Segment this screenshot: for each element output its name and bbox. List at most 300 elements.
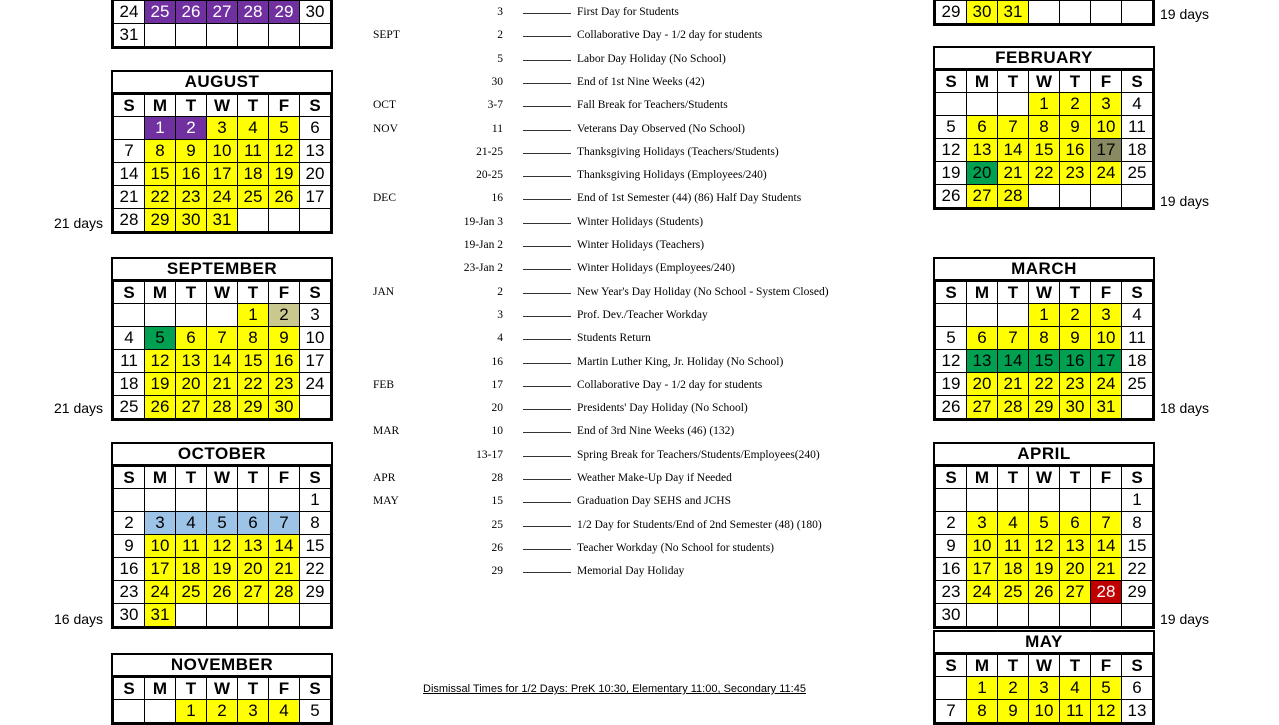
day-cell xyxy=(998,93,1029,116)
day-cell: 3 xyxy=(300,304,331,327)
event-row xyxy=(373,192,893,208)
day-cell: 16 xyxy=(114,558,145,581)
day-cell: 27 xyxy=(967,185,998,208)
day-cell xyxy=(145,24,176,47)
day-cell xyxy=(300,604,331,627)
week-row xyxy=(936,535,1153,558)
event-leader-line xyxy=(523,363,571,364)
event-leader-line xyxy=(523,36,571,37)
day-cell: 29 xyxy=(300,581,331,604)
day-cell: 2 xyxy=(114,512,145,535)
event-row xyxy=(373,449,893,465)
calendar-march xyxy=(933,257,1155,421)
event-row xyxy=(373,286,893,302)
event-leader-line xyxy=(523,246,571,247)
day-cell xyxy=(1060,489,1091,512)
day-cell: 24 xyxy=(1091,373,1122,396)
day-cell: 10 xyxy=(207,140,238,163)
day-cell xyxy=(114,700,145,723)
day-cell: 31 xyxy=(998,1,1029,24)
week-row xyxy=(114,327,331,350)
day-cell: 27 xyxy=(238,581,269,604)
day-cell: 25 xyxy=(238,186,269,209)
calendar-november xyxy=(111,653,333,725)
day-cell: 20 xyxy=(176,373,207,396)
day-cell: 29 xyxy=(238,396,269,419)
calendar-grid xyxy=(113,466,331,627)
event-month: MAR xyxy=(373,425,400,438)
day-cell: 24 xyxy=(207,186,238,209)
event-date: 2 xyxy=(497,29,503,42)
event-date: 17 xyxy=(491,378,503,391)
weekday-header: M xyxy=(967,282,998,304)
event-leader-line xyxy=(523,432,571,433)
day-cell: 28 xyxy=(114,209,145,232)
event-description: Collaborative Day - 1/2 day for students xyxy=(577,378,763,391)
week-row xyxy=(114,512,331,535)
weekday-header: S xyxy=(300,467,331,489)
day-cell: 10 xyxy=(1091,327,1122,350)
day-cell xyxy=(1122,1,1153,24)
day-cell xyxy=(238,489,269,512)
day-cell: 13 xyxy=(1122,700,1153,723)
event-leader-line xyxy=(523,549,571,550)
day-cell xyxy=(176,304,207,327)
day-cell: 7 xyxy=(207,327,238,350)
day-cell xyxy=(1091,1,1122,24)
day-cell: 4 xyxy=(176,512,207,535)
day-cell: 15 xyxy=(238,350,269,373)
day-cell xyxy=(936,677,967,700)
event-date: 20 xyxy=(491,402,503,415)
event-month: DEC xyxy=(373,192,396,205)
weekday-header: W xyxy=(1029,467,1060,489)
day-cell xyxy=(176,489,207,512)
event-date: 4 xyxy=(497,332,503,345)
day-cell: 25 xyxy=(998,581,1029,604)
day-cell xyxy=(269,209,300,232)
weekday-header: M xyxy=(967,655,998,677)
day-cell: 9 xyxy=(269,327,300,350)
day-cell: 24 xyxy=(300,373,331,396)
day-cell xyxy=(300,209,331,232)
day-cell: 5 xyxy=(207,512,238,535)
event-row xyxy=(373,356,893,372)
weekday-header: T xyxy=(1060,655,1091,677)
day-cell: 6 xyxy=(967,327,998,350)
weekday-header: F xyxy=(269,678,300,700)
day-cell: 1 xyxy=(145,117,176,140)
day-cell xyxy=(998,304,1029,327)
day-cell xyxy=(967,489,998,512)
day-cell: 13 xyxy=(1060,535,1091,558)
event-month: NOV xyxy=(373,122,398,135)
event-description: End of 3rd Nine Weeks (46) (132) xyxy=(577,425,735,438)
weekday-header: F xyxy=(1091,467,1122,489)
day-cell: 1 xyxy=(967,677,998,700)
weekday-header: S xyxy=(300,95,331,117)
week-row xyxy=(114,209,331,232)
weekday-header: T xyxy=(238,467,269,489)
week-row xyxy=(936,604,1153,627)
day-cell: 10 xyxy=(1091,116,1122,139)
day-cell xyxy=(176,604,207,627)
day-cell xyxy=(269,24,300,47)
event-description: Veterans Day Observed (No School) xyxy=(577,122,745,135)
month-title: FEBRUARY xyxy=(935,48,1153,70)
day-cell: 31 xyxy=(114,24,145,47)
day-cell: 4 xyxy=(238,117,269,140)
week-row xyxy=(936,700,1153,723)
day-cell: 3 xyxy=(1091,93,1122,116)
event-leader-line xyxy=(523,13,571,14)
week-row xyxy=(936,373,1153,396)
event-date: 3 xyxy=(497,6,503,18)
day-cell: 12 xyxy=(936,139,967,162)
day-cell: 13 xyxy=(967,139,998,162)
event-description: End of 1st Nine Weeks (42) xyxy=(577,75,705,88)
day-cell: 10 xyxy=(967,535,998,558)
event-description: New Year's Day Holiday (No School - System Closed) xyxy=(577,285,829,298)
event-row xyxy=(373,76,893,92)
day-cell xyxy=(1060,604,1091,627)
day-cell xyxy=(1029,489,1060,512)
day-cell: 26 xyxy=(269,186,300,209)
weekday-header-row xyxy=(114,678,331,700)
day-cell: 6 xyxy=(967,116,998,139)
day-cell: 23 xyxy=(114,581,145,604)
event-description: Collaborative Day - 1/2 day for students xyxy=(577,29,763,42)
day-cell: 18 xyxy=(1122,139,1153,162)
event-description: Labor Day Holiday (No School) xyxy=(577,52,726,65)
event-description: 1/2 Day for Students/End of 2nd Semester (48) (180) xyxy=(577,518,822,531)
october-day-count: 16 days xyxy=(54,611,104,627)
day-cell: 9 xyxy=(1060,116,1091,139)
day-cell: 26 xyxy=(936,185,967,208)
week-row xyxy=(114,373,331,396)
month-title: MARCH xyxy=(935,259,1153,281)
weekday-header: S xyxy=(114,95,145,117)
weekday-header: T xyxy=(1060,282,1091,304)
event-row xyxy=(373,472,893,488)
day-cell: 22 xyxy=(1029,373,1060,396)
day-cell: 7 xyxy=(269,512,300,535)
week-row xyxy=(114,535,331,558)
day-cell: 17 xyxy=(300,350,331,373)
day-cell: 13 xyxy=(300,140,331,163)
event-date: 29 xyxy=(491,565,503,578)
week-row xyxy=(114,581,331,604)
day-cell: 11 xyxy=(998,535,1029,558)
calendar-september xyxy=(111,257,333,421)
week-row xyxy=(936,327,1153,350)
calendar-grid xyxy=(113,94,331,232)
weekday-header: F xyxy=(269,95,300,117)
week-row xyxy=(114,117,331,140)
day-cell: 16 xyxy=(936,558,967,581)
week-row xyxy=(936,677,1153,700)
week-row xyxy=(114,186,331,209)
day-cell: 6 xyxy=(300,117,331,140)
week-row xyxy=(936,350,1153,373)
day-cell: 6 xyxy=(176,327,207,350)
day-cell: 28 xyxy=(269,581,300,604)
week-row xyxy=(936,512,1153,535)
day-cell: 16 xyxy=(1060,139,1091,162)
day-cell: 21 xyxy=(998,373,1029,396)
event-leader-line xyxy=(523,269,571,270)
day-cell: 27 xyxy=(207,1,238,24)
day-cell: 9 xyxy=(114,535,145,558)
event-date: 25 xyxy=(491,518,503,531)
week-row xyxy=(936,116,1153,139)
day-cell: 4 xyxy=(1060,677,1091,700)
event-leader-line xyxy=(523,502,571,503)
day-cell: 3 xyxy=(145,512,176,535)
week-row xyxy=(114,304,331,327)
week-row xyxy=(936,304,1153,327)
event-row xyxy=(373,379,893,395)
day-cell xyxy=(1091,604,1122,627)
day-cell: 18 xyxy=(238,163,269,186)
day-cell: 7 xyxy=(936,700,967,723)
day-cell: 22 xyxy=(300,558,331,581)
day-cell: 8 xyxy=(145,140,176,163)
week-row xyxy=(936,93,1153,116)
day-cell xyxy=(1029,1,1060,24)
weekday-header: T xyxy=(176,95,207,117)
month-title: NOVEMBER xyxy=(113,655,331,677)
day-cell: 24 xyxy=(114,1,145,24)
event-leader-line xyxy=(523,526,571,527)
event-leader-line xyxy=(523,130,571,131)
weekday-header: S xyxy=(1122,655,1153,677)
event-leader-line xyxy=(523,293,571,294)
day-cell: 24 xyxy=(1091,162,1122,185)
day-cell: 25 xyxy=(1122,162,1153,185)
august-day-count: 21 days xyxy=(54,215,104,231)
day-cell: 30 xyxy=(1060,396,1091,419)
day-cell: 14 xyxy=(269,535,300,558)
day-cell: 23 xyxy=(936,581,967,604)
day-cell: 19 xyxy=(207,558,238,581)
day-cell: 2 xyxy=(1060,304,1091,327)
week-row xyxy=(936,162,1153,185)
calendar-grid xyxy=(113,0,331,47)
day-cell xyxy=(967,604,998,627)
event-description: Prof. Dev./Teacher Workday xyxy=(577,308,708,321)
day-cell: 29 xyxy=(1029,396,1060,419)
day-cell: 16 xyxy=(1060,350,1091,373)
day-cell xyxy=(114,117,145,140)
september-day-count: 21 days xyxy=(54,400,104,416)
day-cell: 5 xyxy=(1029,512,1060,535)
event-month: MAY xyxy=(373,495,399,508)
weekday-header: W xyxy=(207,678,238,700)
day-cell: 22 xyxy=(145,186,176,209)
day-cell: 16 xyxy=(176,163,207,186)
event-date: 26 xyxy=(491,541,503,554)
day-cell xyxy=(176,24,207,47)
april-day-count: 19 days xyxy=(1160,611,1210,627)
weekday-header: T xyxy=(998,282,1029,304)
day-cell: 27 xyxy=(1060,581,1091,604)
day-cell: 17 xyxy=(967,558,998,581)
day-cell: 3 xyxy=(238,700,269,723)
day-cell: 21 xyxy=(1091,558,1122,581)
day-cell: 19 xyxy=(936,373,967,396)
day-cell: 18 xyxy=(1122,350,1153,373)
day-cell xyxy=(269,604,300,627)
day-cell: 7 xyxy=(998,116,1029,139)
month-title: OCTOBER xyxy=(113,444,331,466)
day-cell: 28 xyxy=(1091,581,1122,604)
day-cell: 4 xyxy=(269,700,300,723)
event-description: Thanksgiving Holidays (Teachers/Students) xyxy=(577,145,779,158)
weekday-header: S xyxy=(1122,467,1153,489)
day-cell: 7 xyxy=(1091,512,1122,535)
day-cell xyxy=(936,304,967,327)
day-cell xyxy=(207,604,238,627)
day-cell xyxy=(114,489,145,512)
day-cell: 1 xyxy=(1122,489,1153,512)
week-row xyxy=(114,140,331,163)
weekday-header: S xyxy=(300,282,331,304)
event-row xyxy=(373,402,893,418)
day-cell: 2 xyxy=(269,304,300,327)
day-cell: 17 xyxy=(300,186,331,209)
day-cell: 3 xyxy=(1091,304,1122,327)
weekday-header-row xyxy=(936,467,1153,489)
day-cell xyxy=(207,489,238,512)
day-cell xyxy=(967,304,998,327)
weekday-header: S xyxy=(114,678,145,700)
weekday-header: S xyxy=(1122,282,1153,304)
day-cell: 25 xyxy=(1122,373,1153,396)
day-cell: 24 xyxy=(145,581,176,604)
day-cell: 11 xyxy=(1122,116,1153,139)
day-cell: 19 xyxy=(145,373,176,396)
weekday-header: F xyxy=(1091,71,1122,93)
day-cell: 12 xyxy=(1029,535,1060,558)
event-description: Graduation Day SEHS and JCHS xyxy=(577,495,731,508)
day-cell: 3 xyxy=(967,512,998,535)
day-cell xyxy=(998,604,1029,627)
weekday-header: W xyxy=(207,95,238,117)
day-cell: 22 xyxy=(1122,558,1153,581)
week-row xyxy=(114,24,331,47)
day-cell: 29 xyxy=(145,209,176,232)
day-cell xyxy=(1060,185,1091,208)
event-date: 3-7 xyxy=(487,99,503,112)
month-title: AUGUST xyxy=(113,72,331,94)
weekday-header: T xyxy=(238,678,269,700)
day-cell: 30 xyxy=(967,1,998,24)
day-cell: 29 xyxy=(269,1,300,24)
day-cell: 18 xyxy=(998,558,1029,581)
day-cell: 8 xyxy=(967,700,998,723)
event-row xyxy=(373,309,893,325)
weekday-header: W xyxy=(207,467,238,489)
day-cell: 23 xyxy=(1060,162,1091,185)
day-cell: 30 xyxy=(269,396,300,419)
event-leader-line xyxy=(523,106,571,107)
weekday-header: M xyxy=(967,71,998,93)
week-row xyxy=(114,604,331,627)
calendar-april xyxy=(933,442,1155,629)
calendar-july-fragment xyxy=(111,0,333,49)
week-row xyxy=(936,489,1153,512)
event-row xyxy=(373,542,893,558)
weekday-header: M xyxy=(145,678,176,700)
event-date: 3 xyxy=(497,308,503,321)
day-cell: 18 xyxy=(114,373,145,396)
day-cell xyxy=(936,489,967,512)
calendar-february xyxy=(933,46,1155,210)
weekday-header: W xyxy=(1029,282,1060,304)
day-cell: 28 xyxy=(998,185,1029,208)
weekday-header: S xyxy=(114,282,145,304)
january-day-count: 19 days xyxy=(1160,6,1210,22)
event-description: Memorial Day Holiday xyxy=(577,565,685,578)
day-cell: 18 xyxy=(176,558,207,581)
day-cell: 19 xyxy=(1029,558,1060,581)
day-cell: 11 xyxy=(1122,327,1153,350)
event-leader-line xyxy=(523,572,571,573)
day-cell: 9 xyxy=(1060,327,1091,350)
day-cell: 30 xyxy=(300,1,331,24)
day-cell xyxy=(1122,396,1153,419)
event-row xyxy=(373,169,893,185)
event-description: Presidents' Day Holiday (No School) xyxy=(577,402,748,415)
weekday-header: M xyxy=(145,95,176,117)
calendar-october xyxy=(111,442,333,629)
day-cell: 24 xyxy=(967,581,998,604)
calendar-grid xyxy=(113,677,331,723)
event-description: Winter Holidays (Students) xyxy=(577,215,704,228)
day-cell: 6 xyxy=(1122,677,1153,700)
dismissal-footnote: Dismissal Times for 1/2 Days: PreK 10:30, Elementary 11:00, Secondary 11:45 xyxy=(423,683,806,695)
day-cell: 5 xyxy=(145,327,176,350)
february-day-count: 19 days xyxy=(1160,193,1210,209)
day-cell: 10 xyxy=(1029,700,1060,723)
day-cell: 5 xyxy=(936,116,967,139)
event-row xyxy=(373,123,893,139)
day-cell: 12 xyxy=(269,140,300,163)
day-cell: 8 xyxy=(1029,116,1060,139)
day-cell: 20 xyxy=(967,373,998,396)
event-leader-line xyxy=(523,456,571,457)
day-cell: 20 xyxy=(967,162,998,185)
day-cell: 28 xyxy=(998,396,1029,419)
day-cell xyxy=(238,209,269,232)
event-description: Winter Holidays (Teachers) xyxy=(577,239,705,251)
day-cell: 23 xyxy=(1060,373,1091,396)
day-cell: 15 xyxy=(1029,350,1060,373)
week-row xyxy=(936,139,1153,162)
day-cell: 11 xyxy=(176,535,207,558)
day-cell: 30 xyxy=(936,604,967,627)
event-row xyxy=(373,425,893,441)
event-leader-line xyxy=(523,60,571,61)
calendar-grid xyxy=(935,0,1153,24)
event-description: Thanksgiving Holidays (Employees/240) xyxy=(577,169,767,182)
day-cell: 15 xyxy=(145,163,176,186)
day-cell: 9 xyxy=(998,700,1029,723)
day-cell xyxy=(1091,489,1122,512)
week-row xyxy=(936,558,1153,581)
month-title: MAY xyxy=(935,632,1153,654)
